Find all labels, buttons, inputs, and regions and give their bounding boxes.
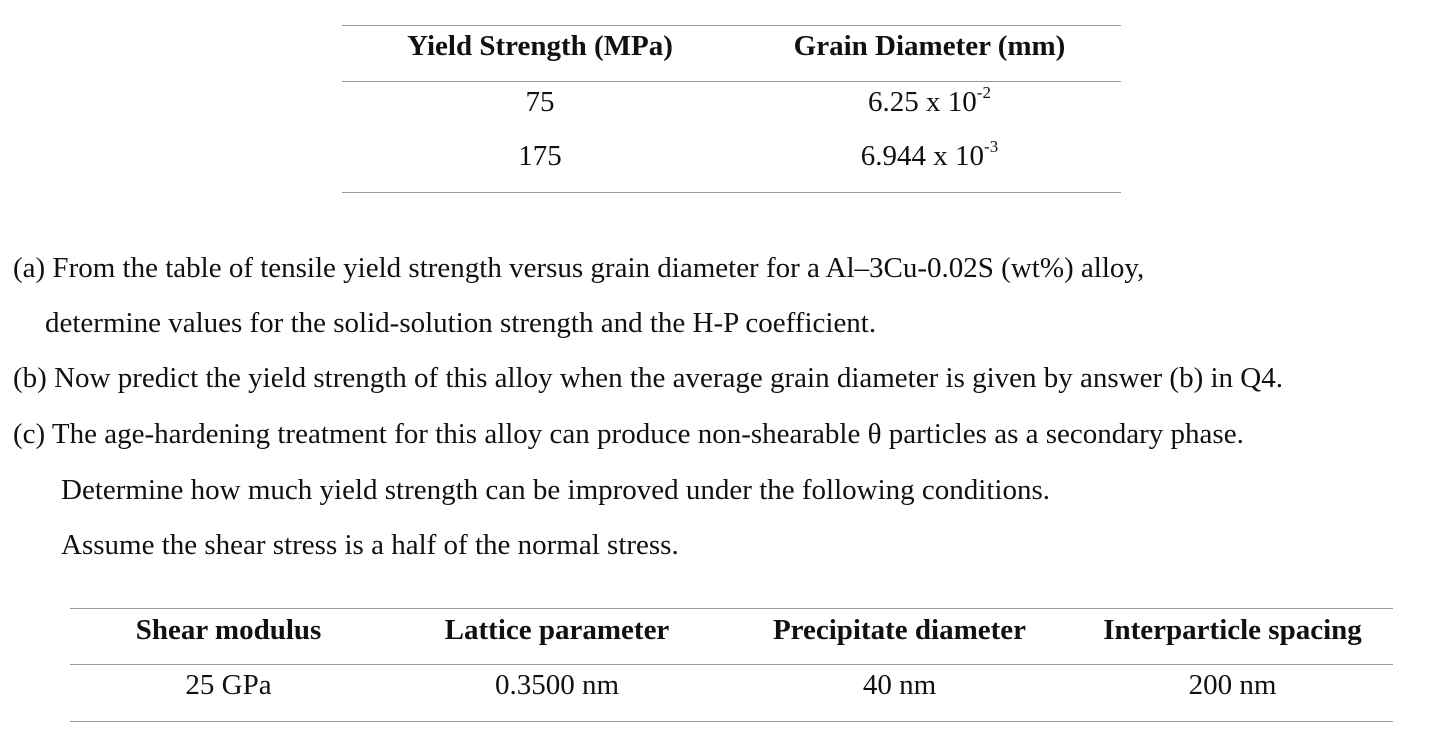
table1-row1-yield: 75	[525, 86, 555, 118]
table1-row2-yield: 175	[518, 140, 562, 172]
table1-header-grain-diameter: Grain Diameter (mm)	[793, 30, 1066, 62]
table2-header-interparticle-spacing: Interparticle spacing	[1103, 614, 1362, 646]
question-c-line3: Assume the shear stress is a half of the normal stress.	[61, 529, 679, 561]
table1-row1-grain-exponent: -2	[976, 83, 991, 103]
table1-bottom-rule	[342, 192, 1121, 193]
table2-header-lattice-parameter: Lattice parameter	[444, 614, 670, 646]
table2-value-shear-modulus: 25 GPa	[185, 669, 272, 701]
question-c-line2: Determine how much yield strength can be improved under the following conditions.	[61, 474, 1050, 506]
table2-value-precipitate-diameter: 40 nm	[862, 669, 937, 701]
table2-header-shear-modulus: Shear modulus	[135, 614, 322, 646]
table2-top-rule	[70, 608, 1393, 609]
table1-row2-grain-base: 6.944 x 10	[860, 140, 985, 172]
table2-bottom-rule	[70, 721, 1393, 722]
table2-value-interparticle-spacing: 200 nm	[1188, 669, 1277, 701]
question-a-line2: determine values for the solid-solution strength and the H-P coefficient.	[45, 307, 877, 339]
table1-row2-grain	[738, 136, 1121, 176]
table1-row1-grain-base: 6.25 x 10	[868, 86, 977, 118]
table1-row1-grain	[738, 82, 1121, 122]
table2-value-lattice-parameter: 0.3500 nm	[494, 669, 620, 701]
table1-header-yield-strength: Yield Strength (MPa)	[407, 30, 673, 62]
table2-header-precipitate-diameter: Precipitate diameter	[772, 614, 1027, 646]
question-b-line1: (b) Now predict the yield strength of this alloy when the average grain diameter is given by answer (b) in Q4.	[13, 362, 1283, 394]
question-a-line1: (a) From the table of tensile yield strength versus grain diameter for a Al–3Cu-0.02S (wt%) alloy,	[13, 252, 1145, 284]
table1-row2-grain-exponent: -3	[984, 137, 999, 157]
question-c-line1: (c) The age-hardening treatment for this alloy can produce non-shearable θ particles as a secondary phase.	[13, 418, 1244, 450]
